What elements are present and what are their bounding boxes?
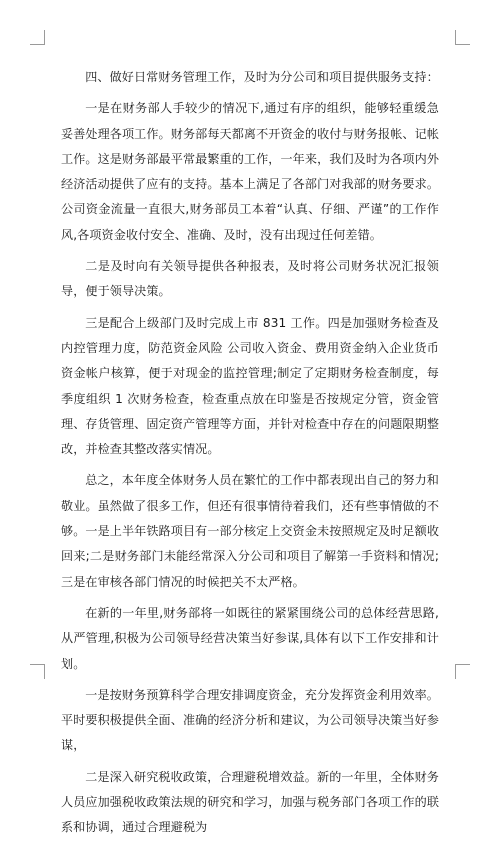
paragraph-reports: 二是及时向有关领导提供各种报表，及时将公司财务状况汇报领导，便于领导决策。 bbox=[61, 259, 439, 299]
crop-mark-bottom-right bbox=[455, 664, 470, 679]
paragraph-internal-control: 三是配合上级部门及时完成上市 831 工作。四是加强财务检查及内控管理力度，防范资金风险 公司收入资金、费用资金纳入企业货币资金帐户核算，便于对现金的监控管理;制定了定期财务检查制度，每季度组织 1 次财务检查，检查重点放在印鉴是否按规定分管，资金管理、存货管理、固定资产管理等方面，并针对检查中存在的问题限期整改，并检查其整改落实情况。 bbox=[61, 315, 440, 457]
crop-mark-bottom-left bbox=[30, 664, 45, 679]
crop-mark-top-left bbox=[30, 30, 45, 45]
document-body bbox=[61, 65, 439, 847]
section-heading: 四、做好日常财务管理工作，及时为分公司和项目提供服务支持： bbox=[85, 70, 439, 84]
paragraph-daily-work: 一是在财务部人手较少的情况下,通过有序的组织，能够轻重缓急妥善处理各项工作。财务部每天都离不开资金的收付与财务报帐、记帐工作。这是财务部最平常最繁重的工作，一年来，我们及时为各项内外经济活动提供了应有的支持。基本上满足了各部门对我部的财务要求。公司资金流量一直很大,财务部员工本着“认真、仔细、严谨”的工作作风,各项资金收付安全、准确、及时，没有出现过任何差错。 bbox=[61, 101, 440, 242]
paragraph-new-year-plan: 在新的一年里,财务部将一如既往的紧紧围绕公司的总体经营思路,从严管理,积极为公司领导经营决策当好参谋,具体有以下工作安排和计划。 bbox=[61, 605, 439, 671]
paragraph-summary: 总之，本年度全体财务人员在繁忙的工作中都表现出自己的努力和敬业。虽然做了很多工作，但还有很事情待着我们，还有些事情做的不够。一是上半年铁路项目有一部分核定上交资金未按照规定及时足额收回来;二是财务部门未能经常深入分公司和项目了解第一手资料和情况;三是在审核各部门情况的时候把关不太严格。 bbox=[61, 473, 440, 589]
paragraph-budget: 一是按财务预算科学合理安排调度资金，充分发挥资金利用效率。平时要积极提供全面、准确的经济分析和建议，为公司领导决策当好参谋， bbox=[61, 687, 440, 753]
paragraph-tax-policy: 二是深入研究税收政策，合理避税增效益。新的一年里，全体财务人员应加强税收政策法规的研究和学习，加强与税务部门各项工作的联系和协调，通过合理避税为 bbox=[61, 769, 440, 835]
crop-mark-top-right bbox=[455, 30, 470, 45]
